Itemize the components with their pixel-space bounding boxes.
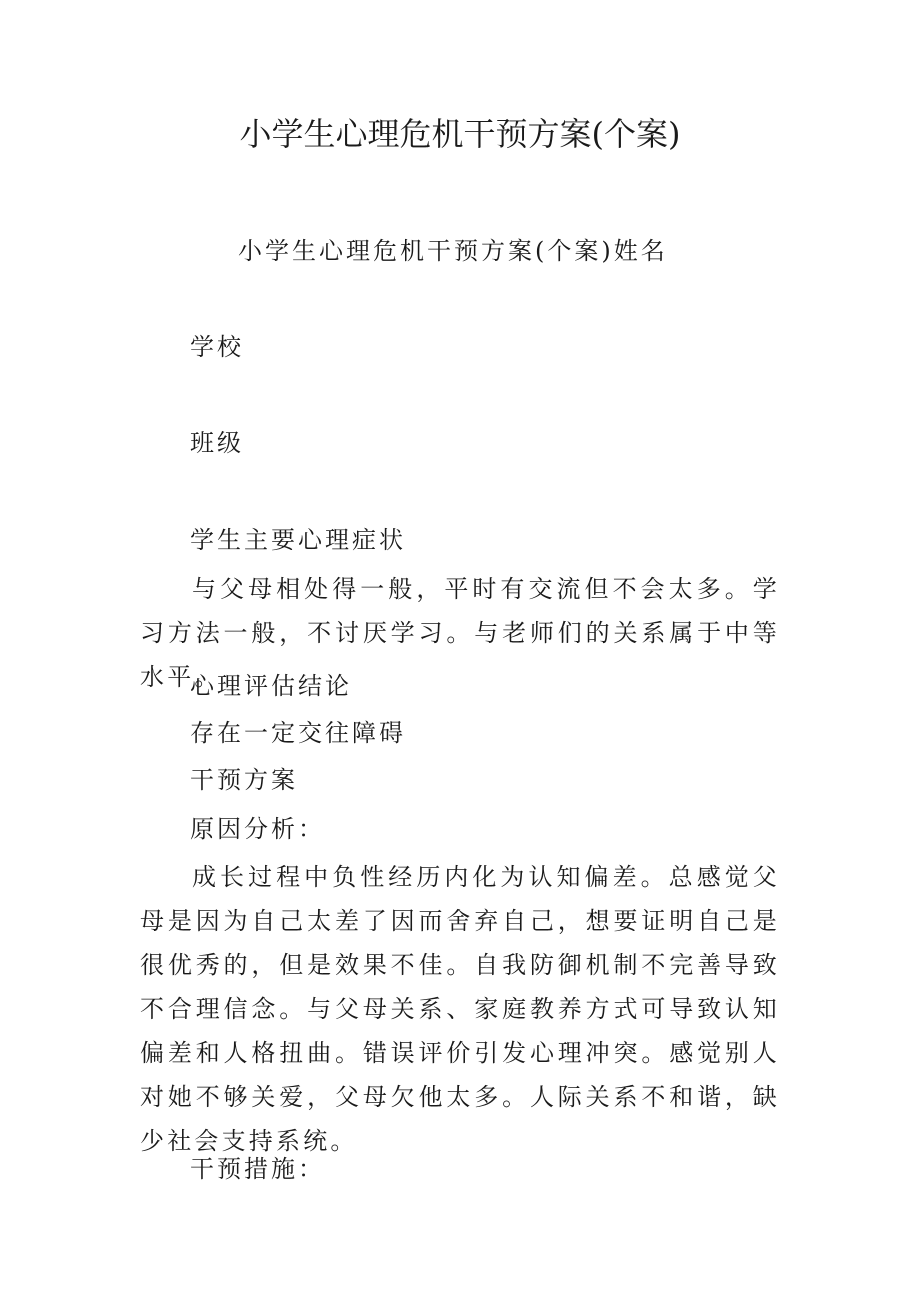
assessment-text: 存在一定交往障碍: [190, 719, 406, 747]
assessment-heading: 心理评估结论: [190, 672, 352, 700]
symptoms-paragraph: 与父母相处得一般，平时有交流但不会太多。学习方法一般，不讨厌学习。与老师们的关系属于中等水平。: [140, 575, 780, 691]
cause-heading: 原因分析：: [190, 815, 325, 843]
document-title: 小学生心理危机干预方案(个案): [239, 115, 681, 153]
school-label: 学校: [190, 333, 244, 361]
document-subtitle: 小学生心理危机干预方案(个案)姓名: [238, 237, 668, 265]
class-label: 班级: [190, 429, 244, 457]
cause-paragraph: 成长过程中负性经历内化为认知偏差。总感觉父母是因为自己太差了因而舍弃自己，想要证明自己是很优秀的，但是效果不佳。自我防御机制不完善导致不合理信念。与父母关系、家庭教养方式可导致认知偏差和人格扭曲。错误评价引发心理冲突。感觉别人对她不够关爱，父母欠他太多。人际关系不和谐，缺少社会支持系统。: [140, 863, 780, 1155]
measures-heading: 干预措施：: [190, 1155, 325, 1183]
plan-heading: 干预方案: [190, 766, 298, 794]
symptoms-heading: 学生主要心理症状: [190, 526, 406, 554]
